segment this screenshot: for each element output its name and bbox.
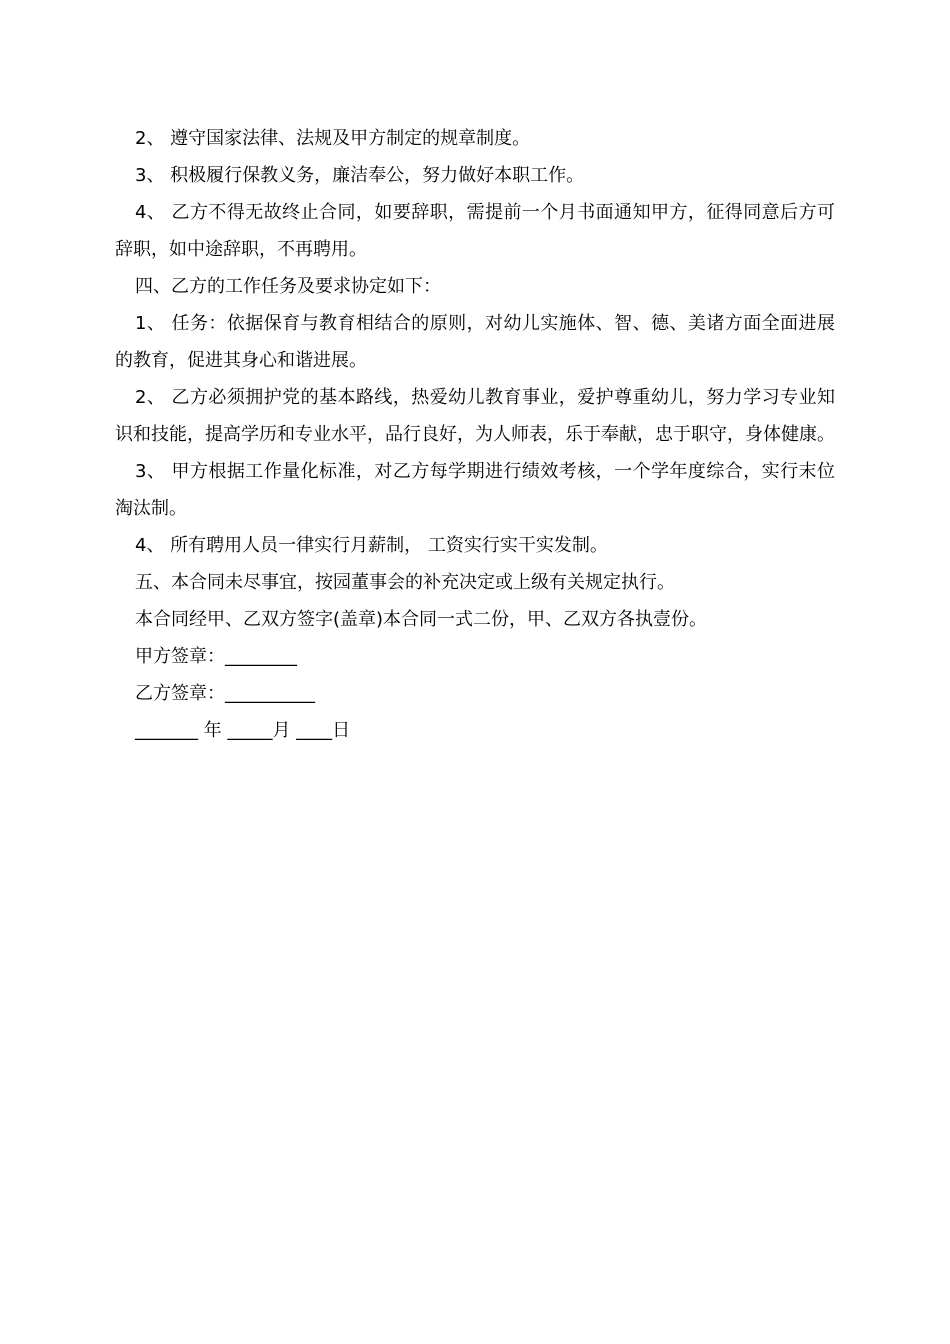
section-5-clause: 五、本合同未尽事宜，按园董事会的补充决定或上级有关规定执行。 bbox=[135, 572, 675, 593]
copies-clause: 本合同经甲、乙双方签字(盖章)本合同一式二份，甲、乙双方各执壹份。 bbox=[135, 609, 708, 630]
clause-4-resignation: 4、 乙方不得无故终止合同，如要辞职，需提前一个月书面通知甲方，征得同意后方可辞职，如中途辞职，不再聘用。 bbox=[115, 202, 835, 260]
party-a-signature-line: 甲方签章：________ bbox=[135, 646, 297, 667]
clause-2-obey-laws: 2、 遵守国家法律、法规及甲方制定的规章制度。 bbox=[135, 128, 531, 149]
party-b-signature-line: 乙方签章：__________ bbox=[135, 683, 315, 704]
task-clause-2: 2、 乙方必须拥护党的基本路线，热爱幼儿教育事业，爱护尊重幼儿，努力学习专业知识和技能，提高学历和专业水平，品行良好，为人师表，乐于奉献，忠于职守，身体健康。 bbox=[115, 387, 835, 445]
date-line: _______ 年 _____月 ____日 bbox=[135, 720, 351, 741]
clause-3-duties: 3、 积极履行保教义务，廉洁奉公，努力做好本职工作。 bbox=[135, 165, 585, 186]
document-body bbox=[115, 120, 835, 749]
section-4-heading: 四、乙方的工作任务及要求协定如下： bbox=[135, 276, 441, 297]
task-clause-4: 4、 所有聘用人员一律实行月薪制， 工资实行实干实发制。 bbox=[135, 535, 608, 556]
task-clause-3: 3、 甲方根据工作量化标准，对乙方每学期进行绩效考核，一个学年度综合，实行末位淘汰制。 bbox=[115, 461, 835, 519]
task-clause-1: 1、 任务：依据保育与教育相结合的原则，对幼儿实施体、智、德、美诸方面全面进展的教育，促进其身心和谐进展。 bbox=[115, 313, 835, 371]
